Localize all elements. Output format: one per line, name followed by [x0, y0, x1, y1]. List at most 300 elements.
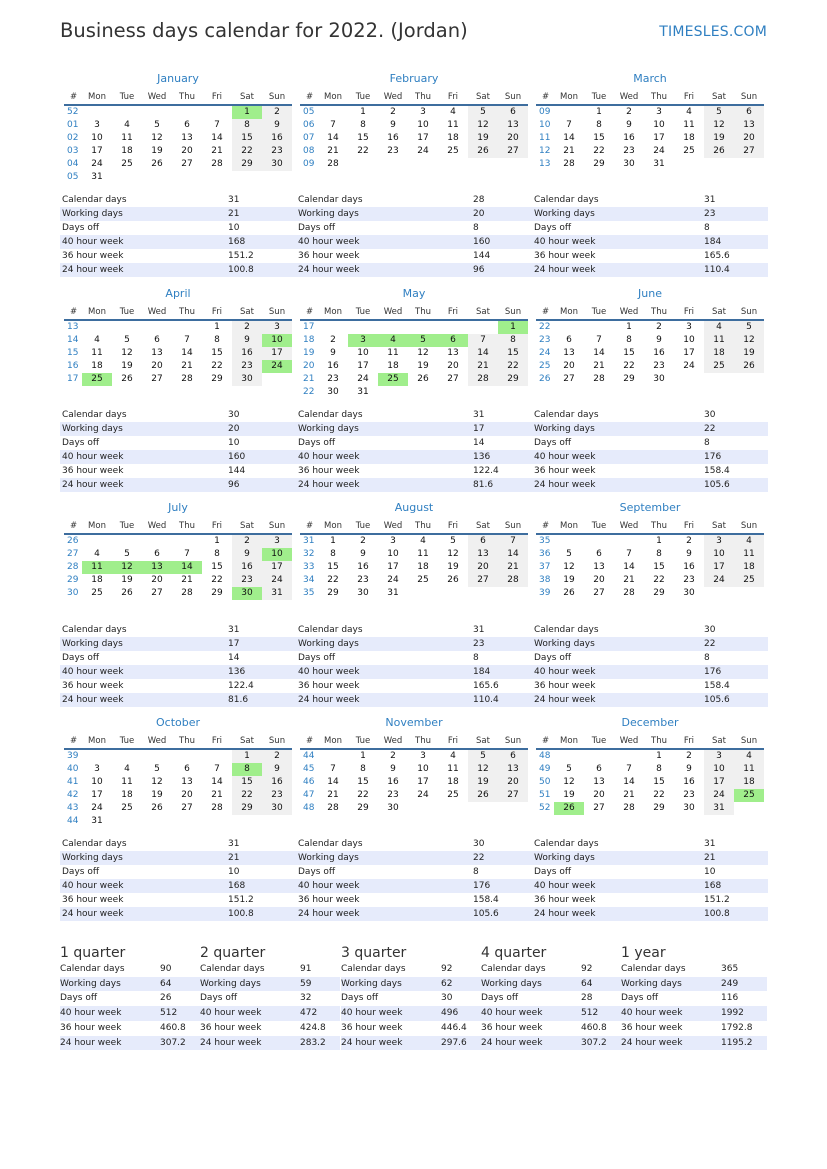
day-cell: 23	[262, 789, 292, 802]
day-cell: 1	[360, 107, 366, 117]
stat-label: 36 hour week	[60, 464, 228, 478]
week-row	[300, 763, 528, 776]
day-cell: 13	[563, 348, 575, 358]
day-cell: 16	[387, 133, 399, 143]
stat-label: Working days	[481, 977, 581, 992]
day-cell: 5	[704, 105, 734, 119]
stat-label: Working days	[60, 637, 228, 651]
day-cell: 10	[417, 120, 429, 130]
day-cell: 19	[151, 146, 163, 156]
day-cell: 7	[626, 549, 632, 559]
day-cell: 21	[563, 146, 575, 156]
weekday-header: Fri	[438, 305, 468, 320]
empty-day-cell	[202, 815, 232, 828]
week-number: 44	[67, 816, 79, 826]
week-number: 17	[67, 374, 79, 384]
stat-value: 297.6	[441, 1036, 481, 1051]
weekday-header: Sat	[468, 519, 498, 534]
stat-row	[532, 851, 768, 865]
day-cell: 9	[330, 348, 336, 358]
day-cell: 15	[211, 348, 223, 358]
empty-day-cell	[378, 158, 408, 171]
empty-day-cell	[584, 534, 614, 548]
stat-value: 8	[473, 865, 532, 879]
week-number: 28	[67, 562, 79, 572]
day-cell: 3	[94, 764, 100, 774]
stat-label: Days off	[60, 651, 228, 665]
stat-row	[60, 207, 296, 221]
day-cell: 8	[626, 335, 632, 345]
month-table	[64, 519, 292, 600]
weekday-header: Mon	[318, 90, 348, 105]
weekday-header: Fri	[438, 734, 468, 749]
day-cell: 3	[390, 536, 396, 546]
day-cell: 4	[94, 549, 100, 559]
week-row	[300, 534, 528, 548]
day-cell: 31	[262, 587, 292, 600]
month-stats-december	[532, 837, 768, 921]
day-cell: 29	[653, 803, 665, 813]
stat-row	[296, 450, 532, 464]
stat-value: 14	[473, 436, 532, 450]
day-cell: 13	[498, 119, 528, 132]
stat-value: 8	[704, 221, 768, 235]
day-cell: 27	[468, 574, 498, 587]
day-cell: 28	[211, 159, 223, 169]
stat-value: 10	[704, 865, 768, 879]
day-cell: 9	[390, 120, 396, 130]
weekday-header: Fri	[674, 519, 704, 534]
stat-label: 40 hour week	[60, 450, 228, 464]
weekday-header: Thu	[172, 305, 202, 320]
day-cell: 1	[626, 322, 632, 332]
week-number: 29	[67, 575, 79, 585]
stat-row	[200, 1021, 340, 1036]
day-cell: 23	[683, 790, 695, 800]
day-cell: 11	[121, 777, 133, 787]
stat-value: 17	[473, 422, 532, 436]
day-cell: 14	[211, 133, 223, 143]
week-row	[536, 789, 764, 802]
stat-row	[341, 1036, 481, 1051]
month-table	[536, 90, 764, 171]
stat-value: 10	[228, 865, 296, 879]
stat-value: 424.8	[300, 1022, 326, 1033]
day-cell: 12	[563, 777, 575, 787]
day-cell: 24	[704, 574, 734, 587]
day-cell: 7	[214, 120, 220, 130]
weekday-header: Mon	[318, 519, 348, 534]
day-cell: 3	[262, 534, 292, 548]
stat-value: 460.8	[581, 1022, 607, 1033]
weekday-header: Fri	[202, 519, 232, 534]
stat-label: Calendar days	[532, 193, 704, 207]
weekday-header: Tue	[584, 519, 614, 534]
day-cell: 26	[468, 145, 498, 158]
stat-value: 22	[473, 851, 532, 865]
day-cell: 17	[704, 776, 734, 789]
stat-value: 30	[704, 408, 768, 422]
day-cell: 11	[447, 764, 459, 774]
week-number: 17	[303, 322, 315, 332]
stat-row	[532, 651, 768, 665]
weekday-header: Wed	[142, 305, 172, 320]
stat-value: 144	[228, 464, 296, 478]
stat-value: 136	[473, 450, 532, 464]
stat-value: 446.4	[441, 1022, 467, 1033]
day-cell: 20	[181, 146, 193, 156]
week-row	[300, 587, 528, 600]
day-cell: 19	[734, 347, 764, 360]
day-cell: 16	[262, 776, 292, 789]
stat-row	[200, 991, 340, 1006]
day-cell: 15	[357, 133, 369, 143]
week-number: 02	[67, 133, 79, 143]
stat-row	[60, 651, 296, 665]
day-cell: 27	[151, 588, 163, 598]
empty-day-cell	[468, 320, 498, 334]
stat-label: 36 hour week	[200, 1022, 262, 1033]
day-cell: 21	[468, 360, 498, 373]
stat-label: 24 hour week	[532, 693, 704, 707]
stat-row	[60, 879, 296, 893]
day-cell: 6	[154, 335, 160, 345]
weekday-header: Thu	[408, 519, 438, 534]
weekday-header: Sat	[704, 734, 734, 749]
empty-day-cell	[704, 373, 734, 386]
day-cell: 19	[151, 790, 163, 800]
day-cell: 2	[686, 751, 692, 761]
week-row	[300, 776, 528, 789]
week-number: 13	[67, 322, 79, 332]
day-cell: 30	[683, 588, 695, 598]
weekday-header: Sat	[232, 519, 262, 534]
stat-value: 283.2	[300, 1036, 340, 1051]
weekday-header: Tue	[112, 305, 142, 320]
empty-day-cell	[554, 105, 584, 119]
month-name: September	[619, 501, 681, 514]
day-cell: 13	[498, 763, 528, 776]
day-cell: 15	[653, 777, 665, 787]
week-number: 07	[303, 133, 315, 143]
stat-row	[60, 1006, 200, 1021]
stat-row	[341, 1021, 481, 1036]
week-number: 50	[539, 777, 551, 787]
week-row	[536, 561, 764, 574]
site-link[interactable]: TIMESLES.COM	[659, 24, 767, 40]
week-row	[300, 802, 528, 815]
stat-value: 160	[473, 235, 532, 249]
day-cell: 26	[151, 159, 163, 169]
month-july	[64, 501, 292, 600]
day-cell: 30	[262, 158, 292, 171]
day-cell: 3	[704, 749, 734, 763]
day-cell: 1	[656, 751, 662, 761]
week-row	[64, 145, 292, 158]
day-cell: 27	[593, 803, 605, 813]
day-cell: 22	[232, 145, 262, 158]
weekday-header: Sun	[262, 90, 292, 105]
day-cell: 24	[417, 146, 429, 156]
stat-label: 40 hour week	[481, 1006, 581, 1021]
weekday-header: Wed	[142, 519, 172, 534]
stat-label: 40 hour week	[60, 665, 228, 679]
month-table	[300, 519, 528, 600]
day-cell: 5	[468, 749, 498, 763]
day-cell: 14	[211, 777, 223, 787]
weekday-header: Mon	[82, 734, 112, 749]
day-cell: 3	[262, 320, 292, 334]
stat-value: 184	[473, 665, 532, 679]
week-row	[64, 132, 292, 145]
day-cell: 21	[623, 575, 635, 585]
day-cell: 31	[357, 387, 369, 397]
day-cell: 10	[387, 549, 399, 559]
stat-label: Working days	[296, 207, 473, 221]
stat-label: 36 hour week	[621, 1022, 683, 1033]
day-cell: 29	[211, 588, 223, 598]
day-cell: 25	[734, 574, 764, 587]
day-cell: 3	[420, 107, 426, 117]
quarter-stats	[60, 962, 200, 1050]
weekday-header: Mon	[554, 305, 584, 320]
stat-row	[296, 679, 532, 693]
holiday-day-cell: 1	[498, 320, 528, 334]
day-cell: 27	[181, 159, 193, 169]
empty-day-cell	[734, 373, 764, 386]
stat-label: Calendar days	[296, 408, 473, 422]
stat-label: Working days	[532, 422, 704, 436]
day-cell: 16	[232, 561, 262, 574]
day-cell: 9	[390, 764, 396, 774]
day-cell: 27	[593, 588, 605, 598]
holiday-day-cell: 12	[112, 561, 142, 574]
holiday-day-cell: 1	[232, 105, 262, 119]
empty-day-cell	[112, 105, 142, 119]
stat-row	[296, 408, 532, 422]
stat-row	[532, 193, 768, 207]
stat-label: 24 hour week	[532, 478, 704, 492]
stat-label: Days off	[296, 221, 473, 235]
week-number-header: #	[300, 519, 318, 534]
month-name: October	[155, 716, 201, 729]
empty-day-cell	[584, 320, 614, 334]
week-row	[300, 119, 528, 132]
stat-label: 40 hour week	[532, 665, 704, 679]
quarter-title: 3 quarter	[341, 945, 407, 961]
holiday-day-cell: 25	[82, 373, 112, 386]
weekday-header: Wed	[378, 519, 408, 534]
day-cell: 7	[566, 120, 572, 130]
stat-value: 10	[228, 436, 296, 450]
day-cell: 14	[563, 133, 575, 143]
day-cell: 18	[121, 790, 133, 800]
stat-row	[296, 263, 532, 277]
stat-row	[60, 865, 296, 879]
empty-day-cell	[112, 815, 142, 828]
stat-value: 31	[228, 623, 296, 637]
day-cell: 26	[417, 374, 429, 384]
day-cell: 6	[566, 335, 572, 345]
stat-row	[296, 249, 532, 263]
stat-label: 24 hour week	[60, 478, 228, 492]
stat-label: Working days	[621, 977, 721, 992]
day-cell: 28	[181, 588, 193, 598]
stat-value: 168	[228, 879, 296, 893]
stat-row	[296, 893, 532, 907]
month-september	[536, 501, 764, 600]
day-cell: 4	[450, 751, 456, 761]
stat-value: 59	[300, 977, 340, 992]
day-cell: 18	[683, 133, 695, 143]
stat-label: 24 hour week	[60, 263, 228, 277]
day-cell: 9	[232, 548, 262, 561]
week-row	[300, 373, 528, 386]
day-cell: 21	[211, 790, 223, 800]
day-cell: 19	[468, 132, 498, 145]
day-cell: 17	[262, 347, 292, 360]
week-row	[64, 334, 292, 347]
day-cell: 17	[683, 348, 695, 358]
day-cell: 9	[360, 549, 366, 559]
stat-row	[296, 623, 532, 637]
week-number: 42	[67, 790, 79, 800]
day-cell: 5	[124, 335, 130, 345]
stat-value: 28	[473, 193, 532, 207]
month-january	[64, 72, 292, 184]
empty-day-cell	[468, 802, 498, 815]
day-cell: 18	[387, 361, 399, 371]
month-may	[300, 287, 528, 399]
week-row	[64, 373, 292, 386]
week-row	[300, 132, 528, 145]
day-cell: 10	[653, 120, 665, 130]
stat-label: 24 hour week	[296, 693, 473, 707]
day-cell: 23	[232, 574, 262, 587]
day-cell: 17	[417, 777, 429, 787]
week-number: 49	[539, 764, 551, 774]
month-april	[64, 287, 292, 386]
week-number: 18	[303, 335, 315, 345]
stat-label: 24 hour week	[481, 1036, 581, 1051]
day-cell: 3	[94, 120, 100, 130]
day-cell: 18	[121, 146, 133, 156]
stat-row	[621, 977, 767, 992]
day-cell: 6	[734, 105, 764, 119]
day-cell: 26	[734, 360, 764, 373]
empty-day-cell	[468, 386, 498, 399]
stat-value: 1992	[721, 1006, 767, 1021]
day-cell: 23	[327, 374, 339, 384]
day-cell: 12	[447, 549, 459, 559]
stat-value: 151.2	[228, 893, 296, 907]
day-cell: 26	[563, 588, 575, 598]
stat-label: Days off	[296, 436, 473, 450]
day-cell: 12	[734, 334, 764, 347]
day-cell: 22	[211, 575, 223, 585]
stat-value: 116	[721, 993, 739, 1004]
stat-value: 110.4	[473, 693, 532, 707]
day-cell: 15	[232, 776, 262, 789]
stat-label: Working days	[60, 422, 228, 436]
stat-label: 40 hour week	[60, 879, 228, 893]
week-number-header: #	[536, 519, 554, 534]
stat-label: Days off	[60, 865, 228, 879]
stat-label: 24 hour week	[532, 263, 704, 277]
stat-row	[621, 1021, 767, 1036]
day-cell: 27	[181, 803, 193, 813]
day-cell: 8	[498, 334, 528, 347]
day-cell: 2	[686, 536, 692, 546]
day-cell: 9	[686, 549, 692, 559]
day-cell: 30	[357, 588, 369, 598]
day-cell: 8	[360, 764, 366, 774]
holiday-day-cell: 5	[408, 334, 438, 347]
empty-day-cell	[554, 320, 584, 334]
day-cell: 28	[468, 373, 498, 386]
day-cell: 10	[91, 133, 103, 143]
day-cell: 13	[468, 548, 498, 561]
empty-day-cell	[498, 802, 528, 815]
weekday-header: Thu	[644, 90, 674, 105]
stat-label: 36 hour week	[532, 464, 704, 478]
week-number: 41	[67, 777, 79, 787]
stat-label: 40 hour week	[296, 879, 473, 893]
day-cell: 12	[151, 777, 163, 787]
weekday-header: Wed	[614, 734, 644, 749]
week-number: 35	[303, 588, 315, 598]
day-cell: 30	[327, 387, 339, 397]
stat-value: 100.8	[704, 907, 768, 921]
stat-row	[60, 665, 296, 679]
day-cell: 30	[653, 374, 665, 384]
stat-value: 176	[704, 450, 768, 464]
day-cell: 20	[447, 361, 459, 371]
day-cell: 19	[468, 776, 498, 789]
weekday-header: Sat	[232, 305, 262, 320]
day-cell: 24	[387, 575, 399, 585]
stat-value: 21	[228, 207, 296, 221]
day-cell: 20	[468, 561, 498, 574]
stat-row	[621, 991, 767, 1006]
weekday-header: Sat	[704, 519, 734, 534]
week-row	[64, 802, 292, 815]
stat-label: Days off	[481, 993, 519, 1004]
quarter-block	[341, 944, 481, 1050]
stat-label: Calendar days	[60, 837, 228, 851]
empty-day-cell	[408, 158, 438, 171]
day-cell: 28	[327, 159, 339, 169]
day-cell: 2	[262, 105, 292, 119]
stat-row	[60, 637, 296, 651]
day-cell: 1	[232, 749, 262, 763]
day-cell: 22	[211, 361, 223, 371]
week-row	[536, 360, 764, 373]
day-cell: 8	[596, 120, 602, 130]
empty-day-cell	[348, 158, 378, 171]
stat-value: 100.8	[228, 263, 296, 277]
stat-label: 24 hour week	[621, 1036, 721, 1051]
week-number: 08	[303, 146, 315, 156]
stat-row	[532, 665, 768, 679]
week-number: 23	[539, 335, 551, 345]
week-row	[536, 119, 764, 132]
week-number: 26	[67, 536, 79, 546]
day-cell: 5	[154, 120, 160, 130]
month-table	[300, 305, 528, 399]
stat-row	[60, 1036, 200, 1051]
weekday-header: Thu	[408, 305, 438, 320]
